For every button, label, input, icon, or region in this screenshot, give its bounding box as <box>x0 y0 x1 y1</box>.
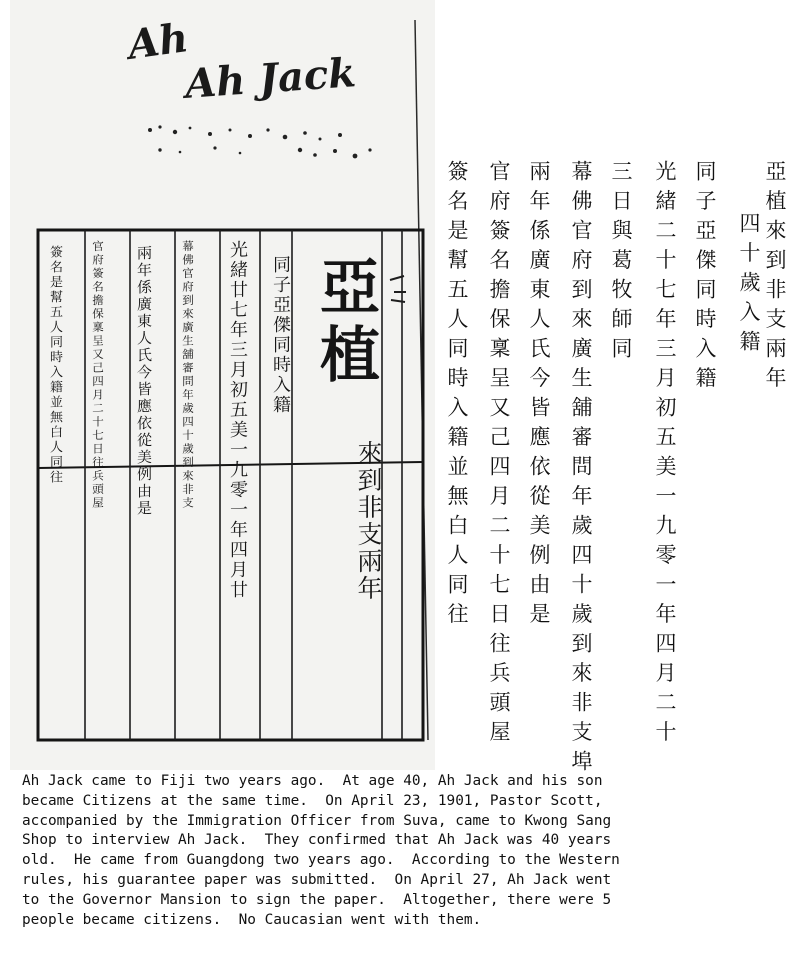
typed-column: 幕佛官府到來廣生舖審問年歲四十歲到來非支埠 <box>569 160 593 780</box>
typed-chinese-transcription <box>440 160 795 780</box>
typed-column: 光緒二十七年三月初五美一九零一年四月二十 <box>653 160 677 750</box>
typed-column: 四十歲入籍 <box>737 212 761 360</box>
typed-column: 同子亞傑同時入籍 <box>693 160 717 396</box>
handwritten-column: 同子亞傑同時入籍 <box>270 254 291 416</box>
handwritten-column: 兩年係廣東人氏今皆應依從美例由是 <box>135 244 153 518</box>
handwritten-column: 官府簽名擔保稟呈又己四月二十七日往兵頭屋 <box>91 239 105 511</box>
typed-column: 簽名是幫五人同時入籍並無白人同往 <box>445 160 469 632</box>
handwritten-title-name: Ah Jack <box>183 49 358 108</box>
handwritten-column: 幕佛官府到來廣生舖審問年歲四十歲到來非支 <box>181 239 195 511</box>
scanned-document <box>10 0 435 770</box>
handwritten-column: 光緒廿七年三月初五美一九零一年四月廿 <box>227 239 248 601</box>
typed-column: 兩年係廣東人氏今皆應依從美例由是 <box>527 160 551 632</box>
typed-column: 三日與葛牧師同 <box>609 160 633 367</box>
english-translation: Ah Jack came to Fiji two years ago. At age 40, Ah Jack and his son became Citizens at the same time. On April 23, 1901, Pastor Scott, accompanied by the Immigration Officer from Suva, came to Kwong Sang Shop to interview Ah Jack. They confirmed that Ah Jack was 40 years old. He came from Guangdong two years ago. According to the Western rules, his guarantee paper was submitted. On April 27, Ah Jack went to the Governor Mansion to sign the paper. Altogether, there were 5 people became citizens. No Caucasian went with them. <box>22 773 620 928</box>
handwritten-column: 來到非支兩年 <box>354 439 383 603</box>
typed-column: 亞植來到非支兩年 <box>763 160 787 396</box>
handwritten-title: Ah <box>125 14 192 69</box>
typed-column: 官府簽名擔保稟呈又己四月二十七日往兵頭屋 <box>487 160 511 750</box>
handwritten-name-large: 亞植 <box>310 255 380 391</box>
handwritten-column: 簽名是幫五人同時入籍並無白人同往 <box>47 244 62 486</box>
